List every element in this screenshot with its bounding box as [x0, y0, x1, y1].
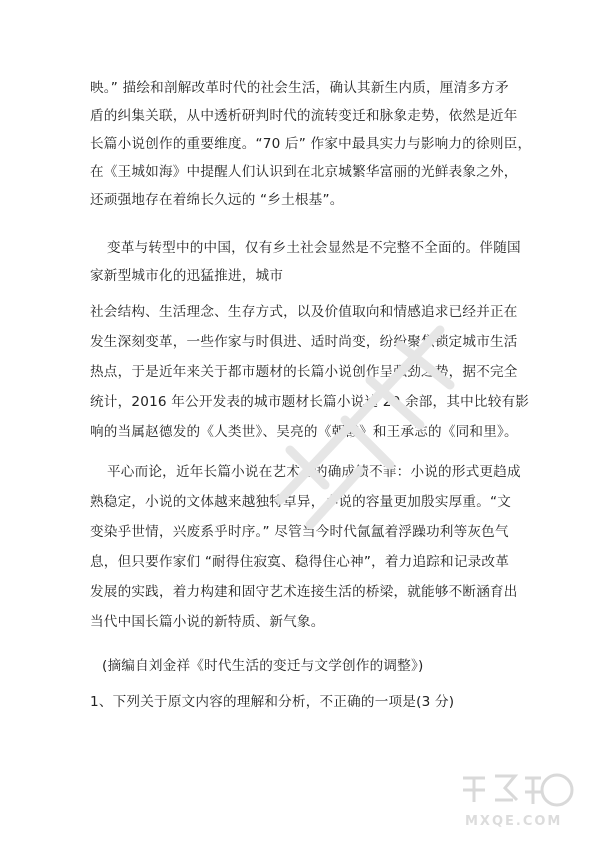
svg-text:MXQE.COM: MXQE.COM [465, 814, 563, 829]
paragraph-1-line-3: 长篇小说创作的重要维度。“70 后” 作家中最具实力与影响力的徐则臣， [90, 136, 532, 152]
paragraph-2-line-7: 响的当属赵德发的《人类世》、吴亮的《朝霞》和王承志的《同和里》。 [90, 424, 518, 440]
mxqe-logo-watermark-icon [455, 770, 580, 830]
paragraph-2-line-1: 变革与转型中的中国，仅有乡土社会显然是不完整不全面的。伴随国 [107, 240, 521, 256]
paragraph-1-line-2: 盾的纠集关联，从中透析研判时代的流转变迁和脉象走势，依然是近年 [90, 108, 518, 124]
paragraph-3-line-6: 当代中国长篇小说的新特质、新气象。 [90, 614, 325, 630]
paragraph-3-line-2: 熟稳定，小说的文体越来越独特卓异，小说的容量更加殷实厚重。“文 [90, 494, 512, 510]
paragraph-2-line-3: 社会结构、生活理念、生存方式，以及价值取向和情感追求已经并正在 [90, 304, 518, 320]
paragraph-2-line-4: 发生深刻变革，一些作家与时俱进、适时尚变，纷纷聚焦锁定城市生活 [90, 334, 518, 350]
paragraph-2-line-6: 统计，2016 年公开发表的城市题材长篇小说达 20 余部，其中比较有影 [90, 394, 530, 410]
paragraph-3-line-1: 平心而论，近年长篇小说在艺术上的确成绩不菲：小说的形式更趋成 [107, 464, 521, 480]
paragraph-3-line-5: 发展的实践，着力构建和固守艺术连接生活的桥梁，就能够不断涵育出 [90, 584, 518, 600]
source-note: (摘编自刘金祥《时代生活的变迁与文学创作的调整》) [102, 658, 424, 674]
question-1: 1、下列关于原文内容的理解和分析，不正确的一项是(3 分) [90, 694, 455, 710]
paragraph-3-line-3: 变染乎世情，兴废系乎时序。” 尽管当今时代氤氲着浮躁功利等灰色气 [90, 524, 509, 540]
paragraph-2-line-2: 家新型城市化的迅猛推进，城市 [90, 268, 284, 284]
paragraph-2-line-5: 热点，于是近年来关于都市题材的长篇小说创作呈强劲之势，据不完全 [90, 364, 518, 380]
paragraph-1-line-1: 映。” 描绘和剖解改革时代的社会生活，确认其新生内质，厘清多方矛 [90, 80, 509, 96]
paragraph-1-line-4: 在《王城如海》中提醒人们认识到在北京城繁华富丽的光鲜表象之外， [90, 164, 518, 180]
paragraph-1-line-5: 还顽强地存在着绵长久远的 “乡土根基”。 [90, 192, 344, 208]
paragraph-3-line-4: 息，但只要作家们 “耐得住寂寞、稳得住心神”，着力追踪和记录改革 [90, 554, 510, 570]
